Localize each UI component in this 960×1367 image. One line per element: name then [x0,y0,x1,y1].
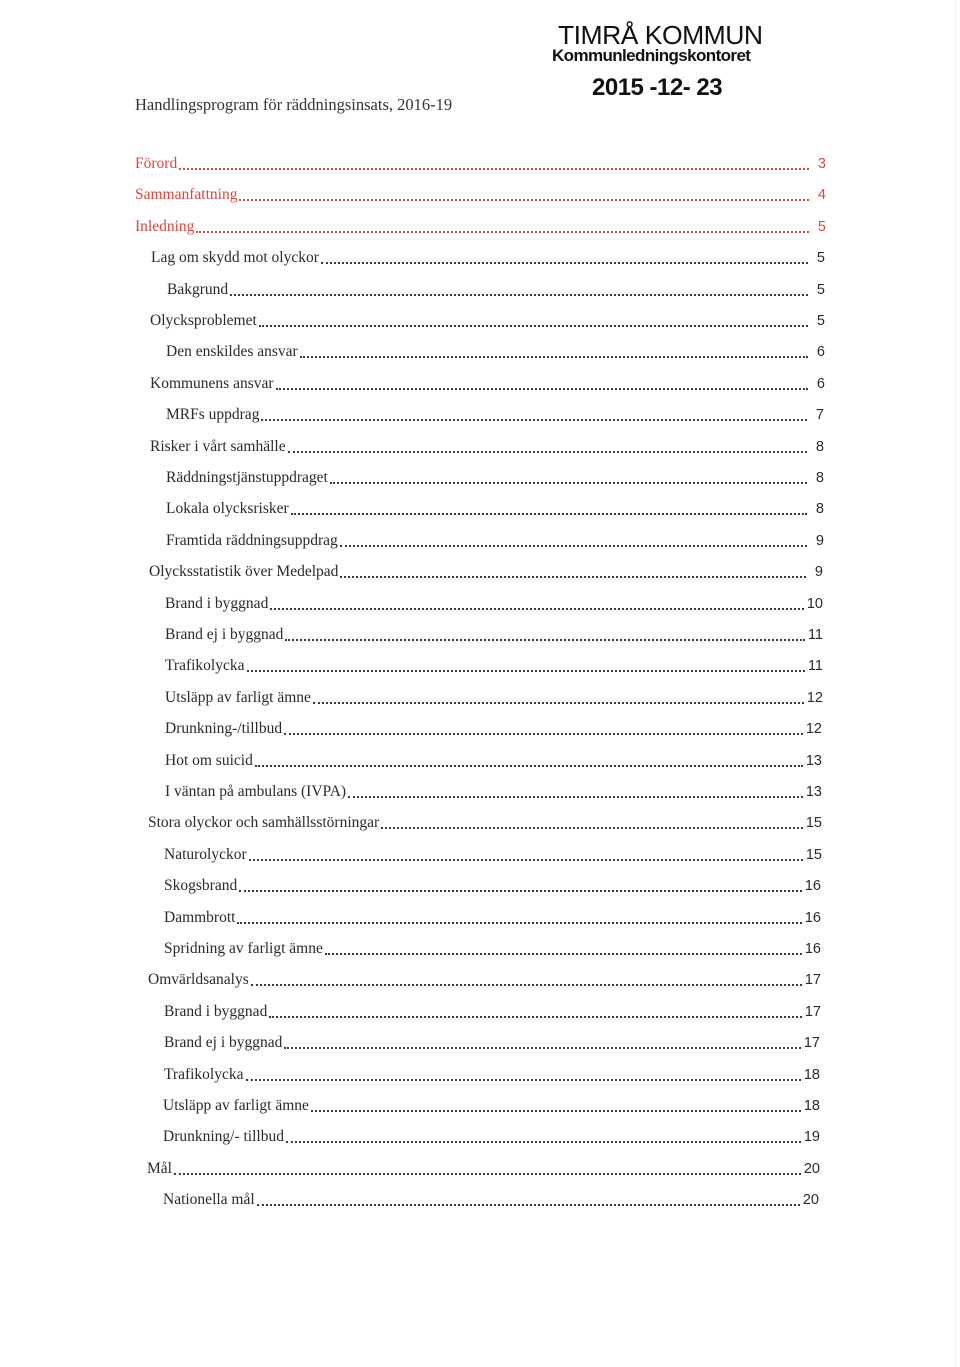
toc-entry[interactable] [149,558,823,582]
toc-entry-label: Naturolyckor [164,846,247,863]
toc-entry[interactable] [135,181,826,205]
toc-dot-leader [325,953,802,955]
toc-dot-leader [284,733,803,735]
toc-entry-label: Hot om suicid [165,752,253,769]
toc-entry-page: 8 [815,439,824,455]
toc-entry-label: Drunkning-/tillbud [165,720,283,737]
toc-entry-page: 5 [816,250,825,266]
toc-entry-label: Brand i byggnad [164,1003,268,1020]
toc-entry[interactable] [166,464,824,488]
toc-entry[interactable] [165,778,822,802]
toc-entry-label: I väntan på ambulans (IVPA) [165,783,347,800]
toc-entry[interactable] [166,527,824,551]
toc-entry-label: Olycksproblemet [150,312,257,329]
toc-entry-label: Sammanfattning [135,186,238,203]
toc-entry-page: 9 [814,564,823,580]
toc-dot-leader [270,608,804,610]
toc-entry-page: 15 [805,847,822,863]
toc-entry-page: 3 [817,156,826,172]
toc-entry-label: Brand i byggnad [165,595,269,612]
toc-entry[interactable] [150,433,824,457]
toc-entry-page: 16 [804,910,821,926]
toc-entry[interactable] [164,935,821,959]
toc-entry-page: 20 [803,1161,820,1177]
toc-entry[interactable] [166,495,824,519]
toc-dot-leader [311,1110,801,1112]
toc-entry-label: Spridning av farligt ämne [164,940,323,957]
toc-entry-label: Inledning [135,218,195,235]
toc-entry-page: 18 [803,1098,820,1114]
toc-entry-label: Drunkning/- tillbud [163,1128,284,1145]
toc-entry-label: Framtida räddningsuppdrag [166,532,338,549]
toc-entry[interactable] [163,1123,820,1147]
toc-entry-label: Lokala olycksrisker [166,500,289,517]
toc-entry[interactable] [164,872,821,896]
toc-entry[interactable] [165,652,823,676]
toc-dot-leader [300,356,808,358]
toc-entry-page: 18 [803,1067,820,1083]
toc-entry-page: 4 [817,187,826,203]
toc-dot-leader [291,513,807,515]
toc-entry[interactable] [164,1029,820,1053]
toc-entry-page: 16 [804,941,821,957]
toc-dot-leader [340,576,806,578]
toc-entry-label: Brand ej i byggnad [164,1034,283,1051]
toc-entry[interactable] [147,1155,820,1179]
toc-entry-label: Skogsbrand [164,877,238,894]
toc-entry-label: Den enskildes ansvar [166,343,298,360]
toc-dot-leader [276,388,808,390]
toc-entry-label: Utsläpp av farligt ämne [163,1097,309,1114]
toc-entry-page: 17 [804,972,821,988]
toc-entry-label: Risker i vårt samhälle [150,438,286,455]
toc-dot-leader [288,451,807,453]
toc-entry-page: 16 [804,878,821,894]
toc-entry-page: 7 [815,407,824,423]
toc-dot-leader [381,827,803,829]
toc-dot-leader [261,419,807,421]
toc-entry[interactable] [167,276,825,300]
toc-entry-label: MRFs uppdrag [166,406,260,423]
toc-dot-leader [237,922,801,924]
toc-entry-page: 10 [806,596,823,612]
toc-dot-leader [348,796,803,798]
toc-entry-page: 20 [802,1192,819,1208]
toc-entry-page: 6 [816,344,825,360]
toc-entry[interactable] [165,715,822,739]
stamp-office: Kommunledningskontoret [552,46,751,65]
toc-entry-page: 8 [815,501,824,517]
toc-entry-page: 12 [805,721,822,737]
toc-dot-leader [313,702,804,704]
toc-entry[interactable] [164,841,822,865]
toc-dot-leader [247,670,805,672]
toc-entry[interactable] [166,338,825,362]
toc-dot-leader [196,231,809,233]
toc-entry-label: Dammbrott [164,909,236,926]
toc-entry-page: 5 [816,282,825,298]
toc-entry[interactable] [165,590,823,614]
toc-entry[interactable] [150,370,825,394]
stamp-municipality: TIMRÅ KOMMUN [557,20,763,50]
toc-entry[interactable] [165,747,822,771]
toc-entry[interactable] [151,244,825,268]
toc-dot-leader [286,1141,801,1143]
toc-entry[interactable] [135,213,826,237]
toc-dot-leader [257,1204,800,1206]
toc-entry-page: 17 [804,1004,821,1020]
toc-entry-page: 6 [816,376,825,392]
toc-dot-leader [249,859,803,861]
toc-dot-leader [340,545,807,547]
toc-dot-leader [174,1173,801,1175]
toc-dot-leader [255,765,803,767]
toc-dot-leader [321,262,808,264]
toc-dot-leader [285,639,805,641]
toc-entry-label: Mål [147,1160,172,1177]
toc-entry-page: 19 [803,1129,820,1145]
toc-entry-label: Lag om skydd mot olyckor [151,249,319,266]
toc-dot-leader [230,294,808,296]
toc-entry-label: Olycksstatistik över Medelpad [149,563,339,580]
toc-entry[interactable] [164,1061,820,1085]
toc-entry[interactable] [163,1092,820,1116]
toc-entry-page: 8 [815,470,824,486]
toc-entry-label: Nationella mål [163,1191,255,1208]
toc-dot-leader [239,199,809,201]
toc-entry[interactable] [163,1186,819,1210]
toc-dot-leader [269,1016,802,1018]
toc-dot-leader [239,890,802,892]
toc-entry-label: Kommunens ansvar [150,375,274,392]
toc-entry-page: 9 [815,533,824,549]
toc-entry[interactable] [165,621,823,645]
toc-dot-leader [251,984,802,986]
toc-entry-label: Brand ej i byggnad [165,626,284,643]
toc-entry-page: 5 [817,219,826,235]
toc-entry[interactable] [150,307,825,331]
toc-dot-leader [284,1047,800,1049]
toc-entry-page: 11 [807,627,823,643]
toc-entry-label: Omvärldsanalys [148,971,249,988]
toc-entry-page: 11 [807,658,823,674]
stamp-date: 2015 -12- 23 [592,74,723,101]
toc-entry[interactable] [164,998,821,1022]
toc-dot-leader [259,325,808,327]
toc-dot-leader [330,482,807,484]
toc-entry-label: Trafikolycka [165,657,245,674]
toc-dot-leader [246,1079,801,1081]
toc-entry-label: Bakgrund [167,281,229,298]
toc-entry-page: 5 [816,313,825,329]
document-header: Handlingsprogram för räddningsinsats, 2016-19 [135,95,453,114]
toc-entry-label: Utsläpp av farligt ämne [165,689,311,706]
toc-entry[interactable] [135,150,826,174]
toc-entry[interactable] [148,809,822,833]
toc-entry[interactable] [165,684,823,708]
toc-entry[interactable] [148,966,821,990]
toc-entry-page: 12 [806,690,823,706]
toc-entry-label: Räddningstjänstuppdraget [166,469,328,486]
toc-entry-label: Trafikolycka [164,1066,244,1083]
toc-entry[interactable] [164,904,821,928]
toc-entry-label: Stora olyckor och samhällsstörningar [148,814,380,831]
toc-entry-page: 17 [803,1035,820,1051]
toc-entry[interactable] [166,401,824,425]
toc-entry-label: Förord [135,155,178,172]
toc-dot-leader [179,168,809,170]
toc-entry-page: 13 [805,753,822,769]
toc-entry-page: 13 [805,784,822,800]
toc-entry-page: 15 [805,815,822,831]
